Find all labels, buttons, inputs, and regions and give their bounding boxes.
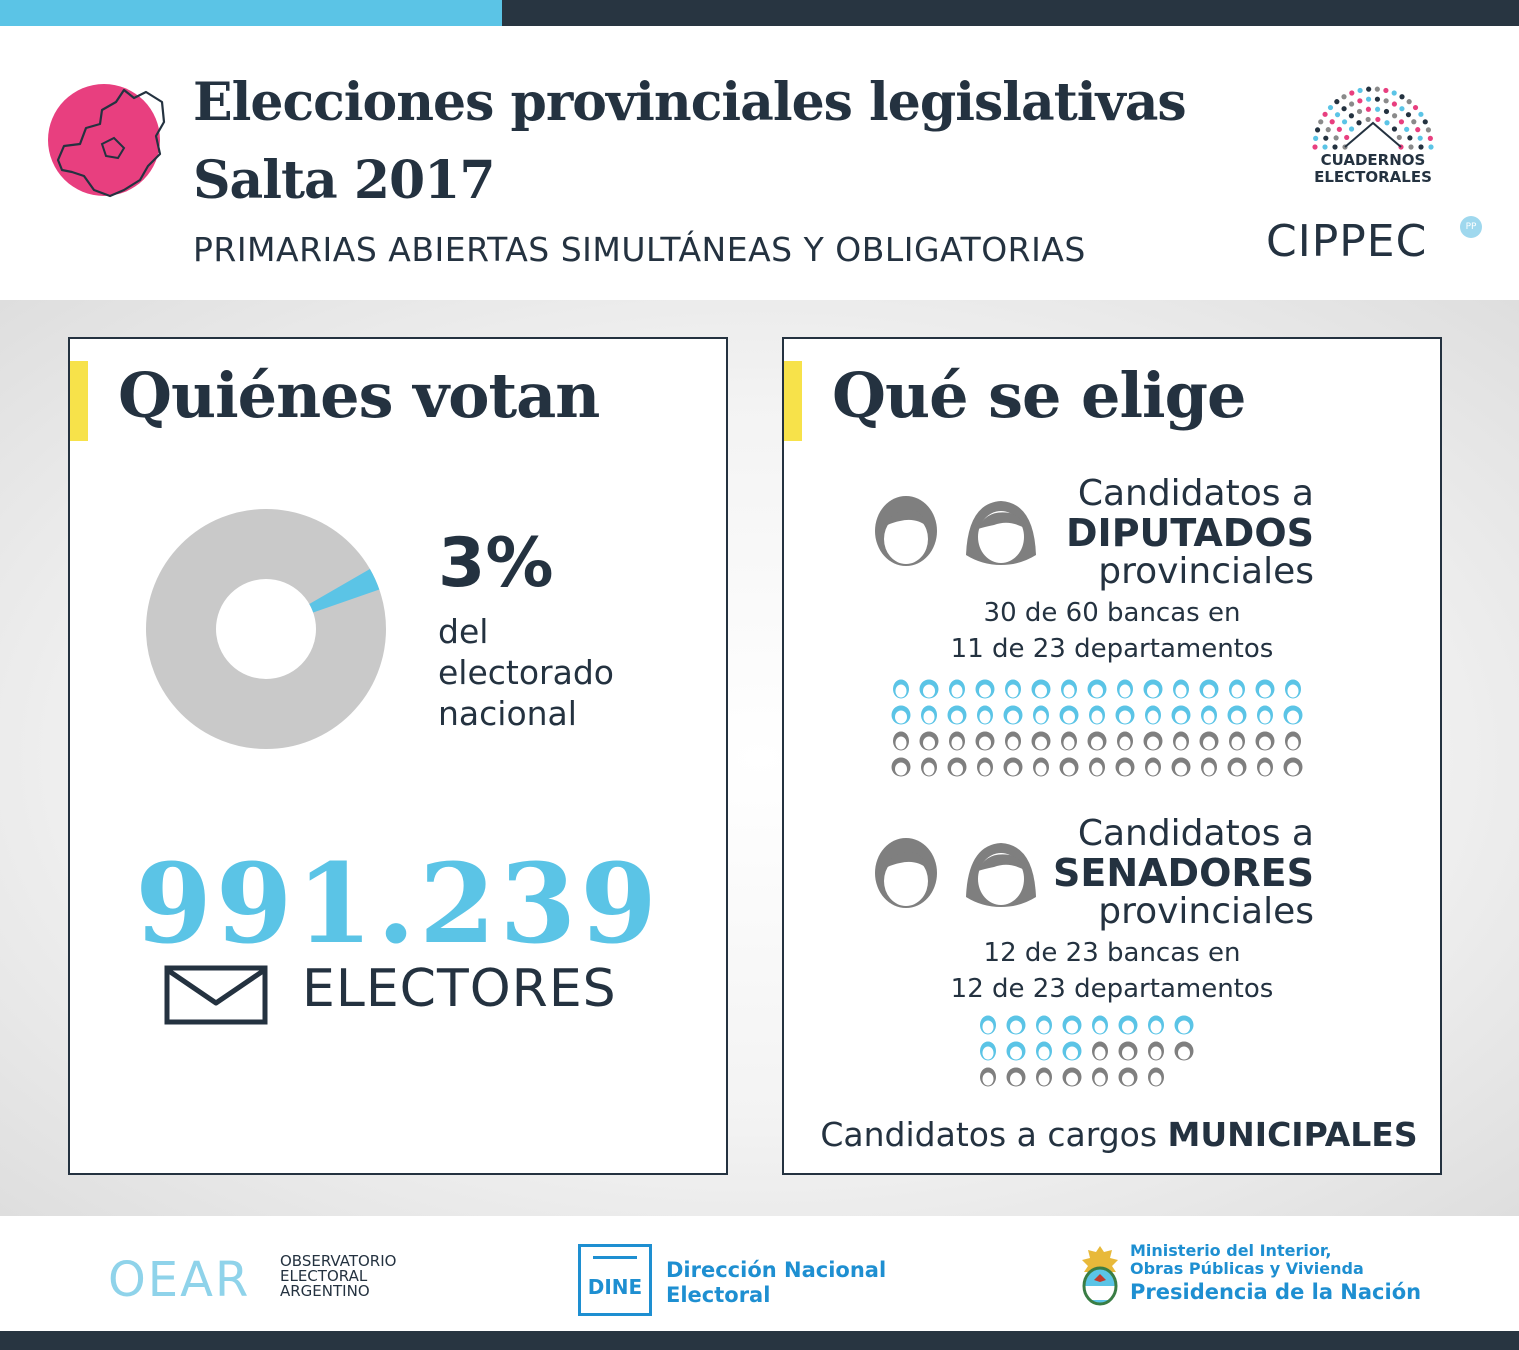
seat-female-icon (1031, 679, 1051, 699)
seat-male-icon (1199, 705, 1219, 725)
national-coat-of-arms-icon (1078, 1242, 1122, 1306)
seat-male-icon (1143, 705, 1163, 725)
seat-male-icon (978, 1015, 998, 1035)
seat-female-icon (1255, 731, 1275, 751)
municipales-text: Candidatos a cargos MUNICIPALES (820, 1115, 1418, 1154)
seat-male-icon (1034, 1015, 1054, 1035)
seat-male-icon (891, 731, 911, 751)
seat-male-icon (1090, 1067, 1110, 1087)
seat-male-icon (1146, 1015, 1166, 1035)
seat-male-icon (1146, 1041, 1166, 1061)
seat-male-icon (1146, 1067, 1166, 1087)
diputados-seat-grid (891, 679, 1303, 777)
seat-female-icon (1199, 679, 1219, 699)
electorate-share-percent: 3% (438, 524, 554, 603)
seat-male-icon (1171, 731, 1191, 751)
seat-female-icon (1003, 757, 1023, 777)
bottom-accent-bar (0, 1331, 1519, 1350)
seat-female-icon (1283, 757, 1303, 777)
seat-male-icon (1087, 705, 1107, 725)
seat-male-icon (1059, 731, 1079, 751)
seat-female-icon (919, 679, 939, 699)
cippec-logo: CIPPEC (1266, 216, 1428, 267)
seat-female-icon (947, 757, 967, 777)
seat-male-icon (947, 679, 967, 699)
seat-female-icon (1118, 1015, 1138, 1035)
seat-female-icon (1059, 757, 1079, 777)
seat-female-icon (1003, 705, 1023, 725)
senadores-seats-text: 12 de 23 bancas en 12 de 23 departamentos (950, 938, 1274, 1004)
panel-quienes-votan (68, 337, 728, 1175)
envelope-icon (164, 965, 268, 1025)
seat-female-icon (1031, 731, 1051, 751)
seat-male-icon (978, 1067, 998, 1087)
seat-male-icon (947, 731, 967, 751)
oear-logo: OEAR (108, 1252, 251, 1308)
top-accent-bar-blue (0, 0, 502, 26)
voters-count: 991.239 (135, 839, 661, 968)
seat-female-icon (1143, 731, 1163, 751)
seat-male-icon (1143, 757, 1163, 777)
seat-female-icon (1006, 1067, 1026, 1087)
seat-male-icon (1090, 1041, 1110, 1061)
seat-female-icon (1087, 731, 1107, 751)
section-accent-bar (70, 361, 88, 441)
seat-female-icon (1283, 705, 1303, 725)
seat-male-icon (1199, 757, 1219, 777)
seat-female-icon (1059, 705, 1079, 725)
seat-female-icon (1006, 1015, 1026, 1035)
seat-male-icon (1003, 679, 1023, 699)
seat-male-icon (1003, 731, 1023, 751)
seat-female-icon (1174, 1041, 1194, 1061)
seat-female-icon (1118, 1041, 1138, 1061)
top-accent-bar-dark (502, 0, 1519, 26)
section-title-que-se-elige: Qué se elige (832, 359, 1246, 432)
diputados-seats-text: 30 de 60 bancas en 11 de 23 departamentos (950, 598, 1274, 664)
seat-male-icon (919, 705, 939, 725)
panel-que-se-elige (782, 337, 1442, 1175)
page-title-line-1: Elecciones provinciales legislativas (193, 72, 1186, 133)
seat-male-icon (1087, 757, 1107, 777)
seat-female-icon (891, 705, 911, 725)
seat-female-icon (1171, 757, 1191, 777)
seat-male-icon (1115, 679, 1135, 699)
seat-male-icon (1255, 757, 1275, 777)
salta-province-map-icon (28, 62, 168, 212)
seat-female-icon (1171, 705, 1191, 725)
seat-female-icon (1087, 679, 1107, 699)
seat-male-icon (919, 757, 939, 777)
seat-male-icon (1034, 1067, 1054, 1087)
voters-label: ELECTORES (302, 959, 617, 1019)
seat-female-icon (1118, 1067, 1138, 1087)
ministerio-logo-text: Ministerio del Interior, Obras Públicas y Vivienda Presidencia de la Nación (1130, 1241, 1422, 1304)
donut-rest-segment (181, 544, 351, 714)
seat-male-icon (1115, 731, 1135, 751)
section-accent-bar (784, 361, 802, 441)
seat-female-icon (1227, 757, 1247, 777)
seat-female-icon (919, 731, 939, 751)
seat-female-icon (947, 705, 967, 725)
seat-male-icon (1059, 679, 1079, 699)
seat-female-icon (1062, 1041, 1082, 1061)
electorate-share-donut-chart (146, 509, 386, 749)
diputados-heading: Candidatos a DIPUTADOS provinciales (1066, 473, 1314, 592)
male-face-icon (875, 838, 937, 908)
dne-logo-text: Dirección Nacional Electoral (666, 1258, 887, 1307)
page-subtitle: PRIMARIAS ABIERTAS SIMULTÁNEAS Y OBLIGATORIAS (193, 230, 1086, 269)
seat-male-icon (1227, 731, 1247, 751)
seat-male-icon (975, 705, 995, 725)
cuadernos-electorales-logo-text: CUADERNOS ELECTORALES (1314, 151, 1432, 186)
senadores-heading: Candidatos a SENADORES provinciales (1053, 813, 1314, 932)
cippec-badge-icon: PP (1460, 216, 1482, 238)
seat-male-icon (1031, 705, 1051, 725)
electorate-share-label: del electorado nacional (438, 612, 614, 733)
seat-female-icon (975, 679, 995, 699)
seat-male-icon (1090, 1015, 1110, 1035)
seat-female-icon (1115, 757, 1135, 777)
seat-female-icon (1143, 679, 1163, 699)
seat-female-icon (1255, 679, 1275, 699)
seat-female-icon (1115, 705, 1135, 725)
seat-male-icon (1227, 679, 1247, 699)
section-title-quienes-votan: Quiénes votan (118, 359, 600, 432)
seat-female-icon (1006, 1041, 1026, 1061)
seat-female-icon (1062, 1067, 1082, 1087)
seat-male-icon (1031, 757, 1051, 777)
senadores-seat-grid (978, 1015, 1194, 1087)
seat-male-icon (1283, 679, 1303, 699)
seat-male-icon (891, 679, 911, 699)
male-face-icon (875, 496, 937, 566)
seat-male-icon (1255, 705, 1275, 725)
seat-male-icon (1283, 731, 1303, 751)
dine-logo: DINE (578, 1244, 652, 1316)
seat-female-icon (1199, 731, 1219, 751)
seat-female-icon (975, 731, 995, 751)
seat-female-icon (1227, 705, 1247, 725)
seat-male-icon (1034, 1041, 1054, 1061)
seat-male-icon (975, 757, 995, 777)
seat-female-icon (1062, 1015, 1082, 1035)
oear-logo-text: OBSERVATORIO ELECTORAL ARGENTINO (280, 1252, 397, 1300)
seat-female-icon (891, 757, 911, 777)
seat-male-icon (978, 1041, 998, 1061)
seat-male-icon (1171, 679, 1191, 699)
page-title-line-2: Salta 2017 (193, 150, 495, 211)
seat-female-icon (1174, 1015, 1194, 1035)
